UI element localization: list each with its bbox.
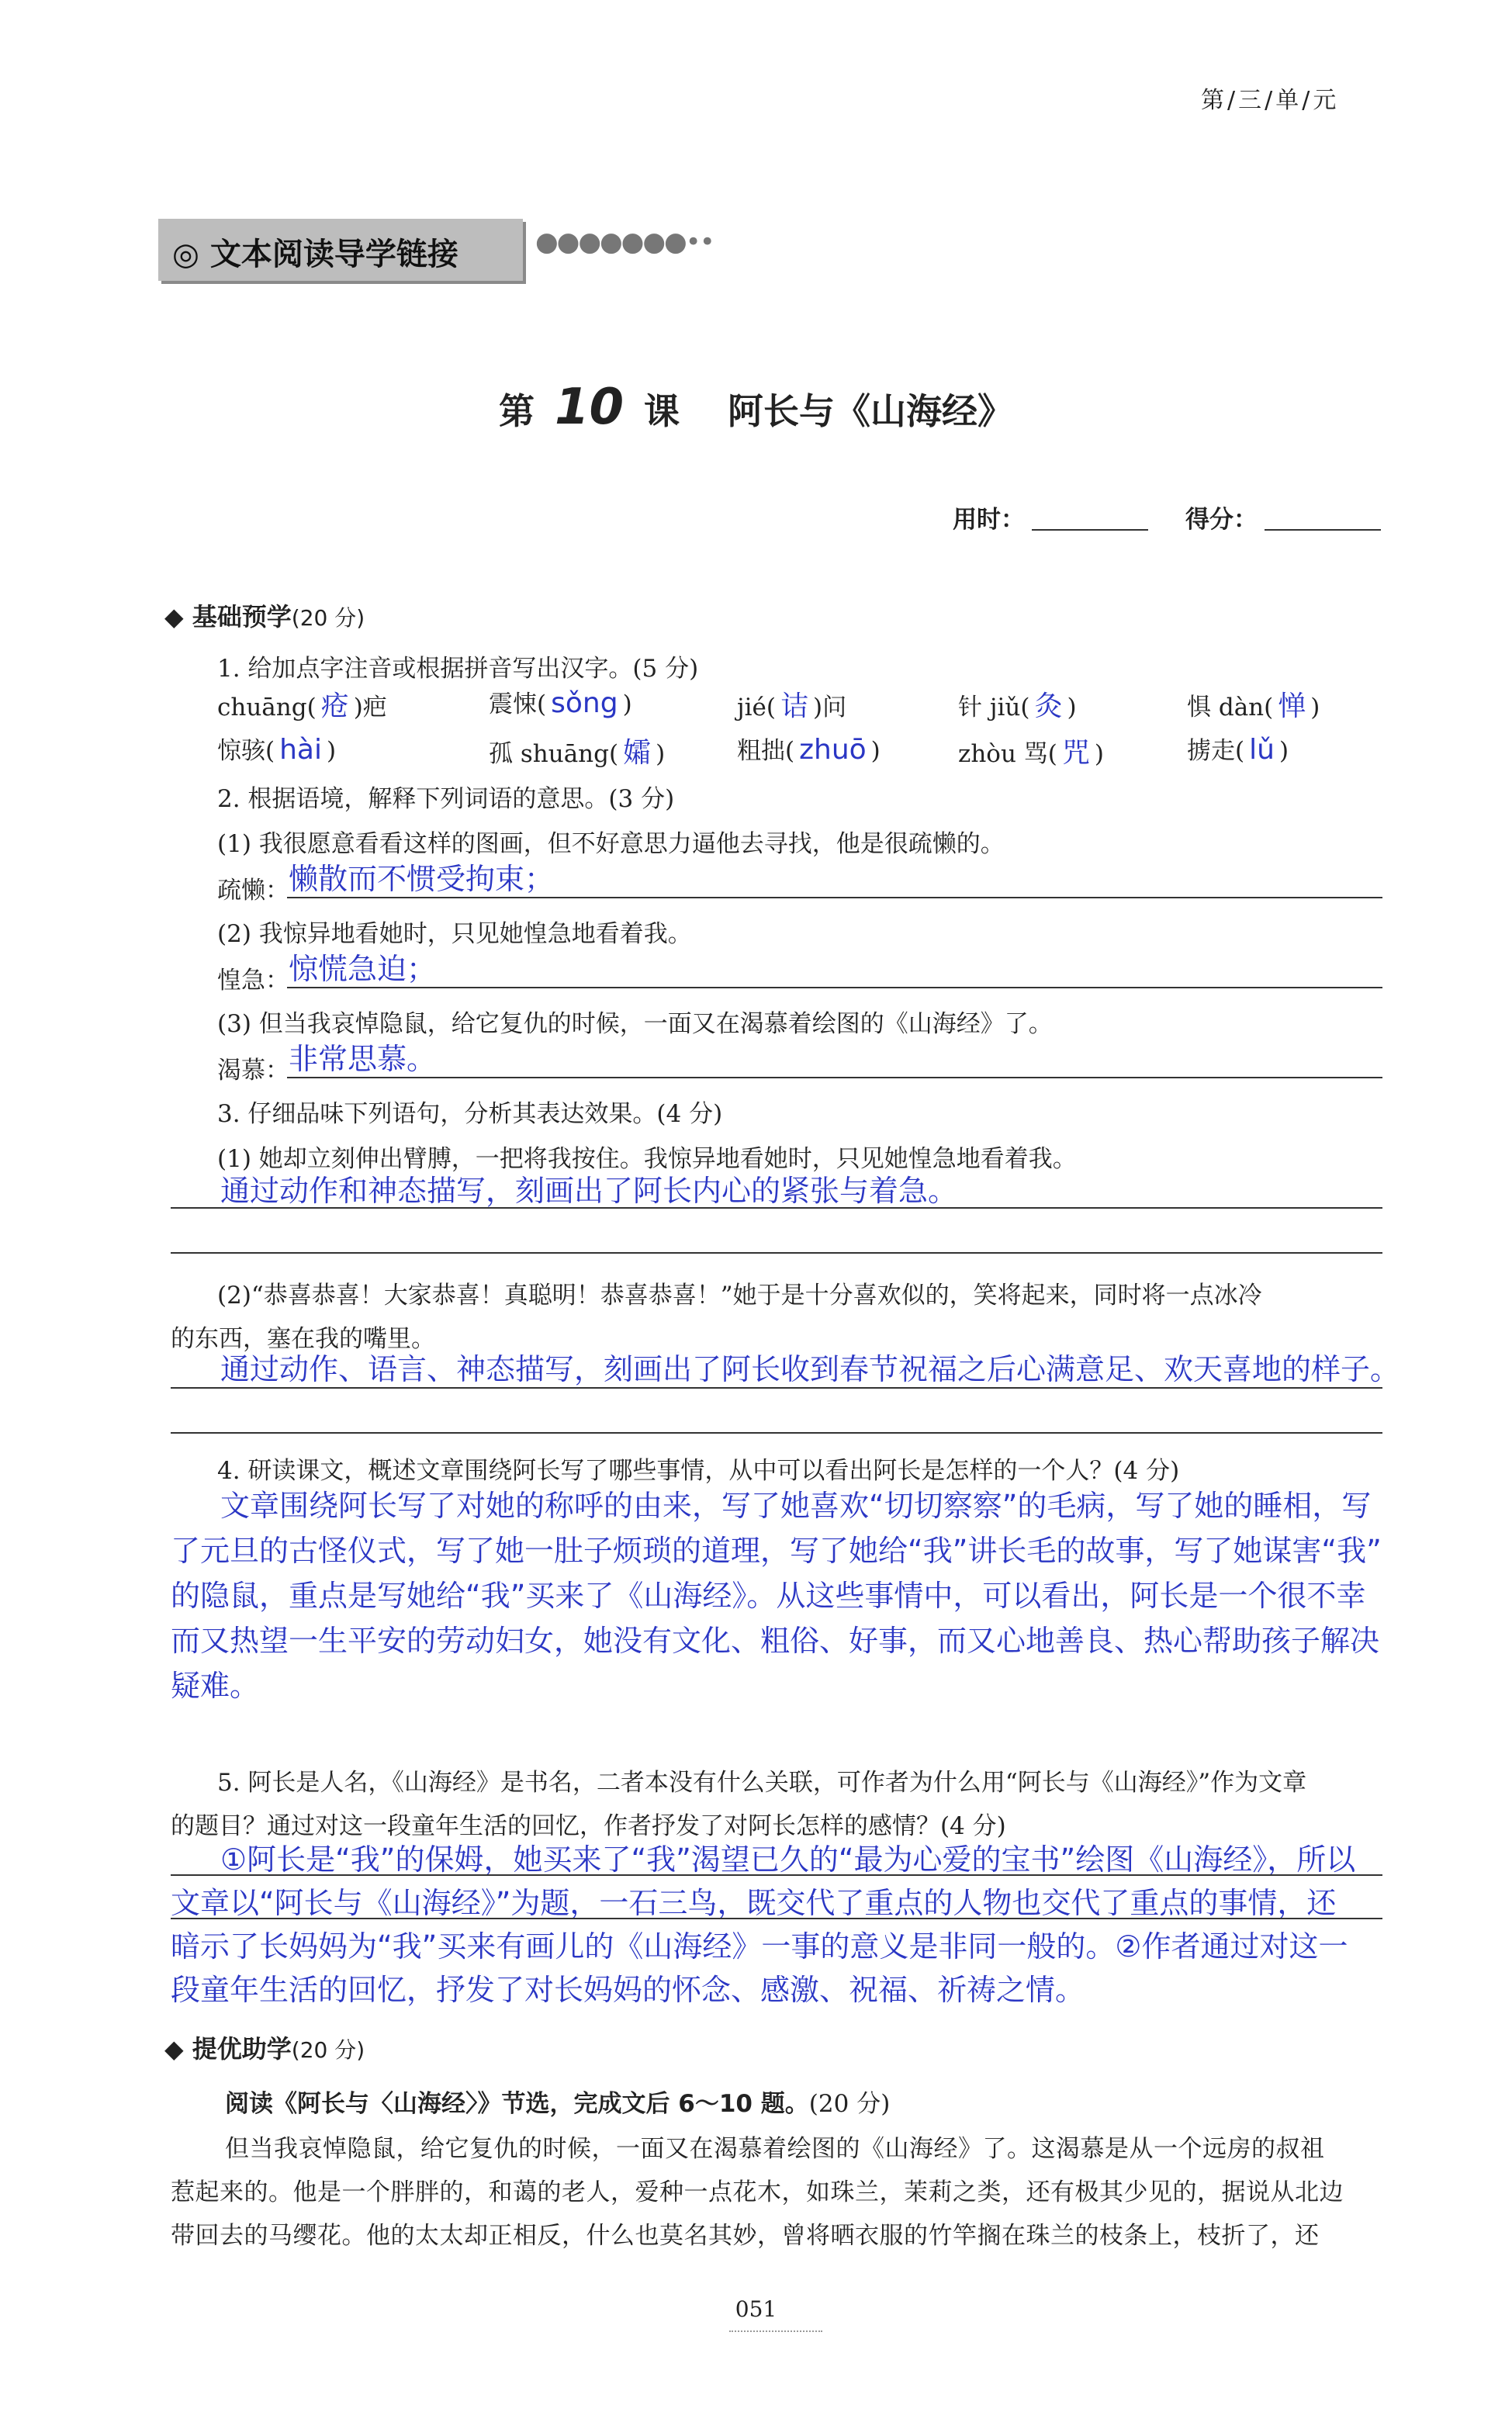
q1-row2-item-2 xyxy=(489,731,665,770)
passage-line-2: 惹起来的。他是一个胖胖的，和蔼的老人，爱种一点花木，如珠兰，茉莉之类，还有极其少见的，据说从北边 xyxy=(171,2178,1344,2206)
q2-answer-3[interactable]: 非常思慕。 xyxy=(289,1042,437,1076)
lesson-name: 阿长与《山海经》 xyxy=(728,390,1014,432)
q4-answer-line-2[interactable]: 了元旦的古怪仪式，写了她一肚子烦琐的道理，写了她给“我”讲长毛的故事，写了她谋害“我” xyxy=(171,1534,1382,1568)
score-blank[interactable] xyxy=(1265,529,1381,531)
diamond-icon: ◆ xyxy=(164,602,192,631)
q1-row1-item-1 xyxy=(217,684,387,724)
q2-line-3 xyxy=(287,1077,1382,1078)
q4-prompt: 4. 研读课文，概述文章围绕阿长写了哪些事情，从中可以看出阿长是怎样的一个人？(4 分) xyxy=(217,1457,1180,1485)
q4-answer-line-5[interactable]: 疑难。 xyxy=(171,1669,260,1703)
passage-line-1: 但当我哀悼隐鼠，给它复仇的时候，一面又在渴慕着绘图的《山海经》了。这渴慕是从一个远房的叔祖 xyxy=(225,2135,1325,2163)
pinyin-suffix: ) xyxy=(870,737,881,765)
q2-sentence-2: (2) 我惊异地看她时，只见她惶急地看着我。 xyxy=(217,920,692,948)
q3-prompt: 3. 仔细品味下列语句，分析其表达效果。(4 分) xyxy=(217,1100,723,1128)
pinyin-suffix: ) xyxy=(656,740,666,768)
fill-answer[interactable]: 诘 xyxy=(780,690,808,722)
q2-term-3: 渴慕： xyxy=(217,1057,289,1085)
section-advanced-title: 提优助学 xyxy=(192,2034,292,2064)
fill-answer[interactable]: 灸 xyxy=(1034,690,1063,722)
page-number: 051 xyxy=(735,2296,777,2322)
pinyin-prefix: 掳走( xyxy=(1187,737,1245,765)
q2-prompt: 2. 根据语境，解释下列词语的意思。(3 分) xyxy=(217,785,675,813)
q1-row1-item-5 xyxy=(1187,684,1320,724)
q5-prompt-b: 的题目？通过对这一段童年生活的回忆，作者抒发了对阿长怎样的感情？(4 分) xyxy=(171,1812,1006,1840)
q3-sentence-2b: 的东西，塞在我的嘴里。 xyxy=(171,1325,435,1353)
pinyin-suffix: ) xyxy=(1067,694,1077,721)
q2-term-2: 惶急： xyxy=(217,967,289,995)
q1-row2-item-5 xyxy=(1187,731,1289,766)
q1-row1-item-2 xyxy=(489,684,632,719)
q1-row2-item-3 xyxy=(737,731,881,766)
q1-row2-item-4 xyxy=(958,731,1104,770)
section-basic xyxy=(164,597,365,633)
pinyin-prefix: zhòu 骂( xyxy=(958,740,1057,768)
pinyin-prefix: 孤 shuāng( xyxy=(489,740,619,768)
pinyin-prefix: jié( xyxy=(737,694,776,721)
lesson-title xyxy=(0,379,1512,436)
q1-row2-item-1 xyxy=(217,731,336,766)
q3-answer-2[interactable]: 通过动作、语言、神态描写，刻画出了阿长收到春节祝福之后心满意足、欢天喜地的样子。 xyxy=(220,1352,1400,1386)
pinyin-prefix: 惊骇( xyxy=(217,737,275,765)
diamond-icon: ◆ xyxy=(164,2034,192,2064)
q5-answer-line-1[interactable]: ①阿长是“我”的保姆，她买来了“我”渴望已久的“最为心爱的宝书”绘图《山海经》，所以 xyxy=(220,1843,1356,1877)
reading-prompt-points: (20 分) xyxy=(808,2090,891,2118)
time-label: 用时： xyxy=(953,506,1025,534)
section-basic-title: 基础预学 xyxy=(192,602,292,631)
q4-answer-line-4[interactable]: 而又热望一生平安的劳动妇女，她没有文化、粗俗、好事，而又心地善良、热心帮助孩子解决 xyxy=(171,1624,1380,1658)
q3-sentence-2a: (2)“恭喜恭喜！大家恭喜！真聪明！恭喜恭喜！”她于是十分喜欢似的，笑将起来，同时将一点冰冷 xyxy=(217,1282,1262,1310)
q4-answer-line-3[interactable]: 的隐鼠，重点是写她给“我”买来了《山海经》。从这些事情中，可以看出，阿长是一个很不幸 xyxy=(171,1579,1366,1613)
q2-sentence-3: (3) 但当我哀悼隐鼠，给它复仇的时候，一面又在渴慕着绘图的《山海经》了。 xyxy=(217,1010,1053,1038)
section-banner xyxy=(158,219,523,281)
banner-title: ◎ 文本阅读导学链接 xyxy=(172,237,458,272)
q1-prompt: 1. 给加点字注音或根据拼音写出汉字。(5 分) xyxy=(217,655,699,683)
q2-answer-1[interactable]: 懒散而不惯受拘束； xyxy=(289,862,555,896)
fill-answer[interactable]: lǔ xyxy=(1249,734,1275,766)
lesson-suffix: 课 xyxy=(644,390,680,432)
q5-answer-line-4[interactable]: 段童年生活的回忆，抒发了对长妈妈的怀念、感激、祝福、祈祷之情。 xyxy=(171,1973,1085,2007)
q5-line-1 xyxy=(171,1874,1382,1876)
pinyin-suffix: ) xyxy=(1310,694,1320,721)
pinyin-suffix: ) xyxy=(622,690,632,718)
fill-answer[interactable]: sǒng xyxy=(551,687,618,719)
pinyin-suffix: )问 xyxy=(812,694,847,721)
pinyin-prefix: 惧 dàn( xyxy=(1187,694,1274,721)
pinyin-prefix: 针 jiǔ( xyxy=(958,694,1030,721)
q2-term-1: 疏懒： xyxy=(217,877,289,905)
fill-answer[interactable]: 孀 xyxy=(623,737,652,769)
footer-rule xyxy=(729,2330,822,2332)
pinyin-prefix: 震悚( xyxy=(489,690,547,718)
q1-row-2 xyxy=(217,731,1396,770)
q1-row1-item-3 xyxy=(737,684,846,724)
fill-answer[interactable]: hài xyxy=(279,734,322,766)
q5-answer-line-3[interactable]: 暗示了长妈妈为“我”买来有画儿的《山海经》一事的意义是非同一般的。②作者通过对这一 xyxy=(171,1929,1348,1964)
banner-dots: ●●●●●●●•• xyxy=(535,227,714,258)
pinyin-suffix: )疤 xyxy=(353,694,387,721)
q3-line-2 xyxy=(171,1252,1382,1254)
pinyin-prefix: chuāng( xyxy=(217,694,317,721)
q2-answer-2[interactable]: 惊慌急迫； xyxy=(289,952,437,986)
q3-line-4 xyxy=(171,1432,1382,1434)
pinyin-suffix: ) xyxy=(327,737,337,765)
section-basic-points: (20 分) xyxy=(291,605,365,631)
q4-answer-line-1[interactable]: 文章围绕阿长写了对她的称呼的由来，写了她喜欢“切切察察”的毛病，写了她的睡相，写 xyxy=(220,1489,1372,1523)
reading-prompt xyxy=(225,2084,890,2119)
time-blank[interactable] xyxy=(1032,529,1148,531)
q5-prompt-a: 5. 阿长是人名，《山海经》是书名，二者本没有什么关联，可作者为什么用“阿长与《山海经》”作为文章 xyxy=(217,1769,1307,1797)
q3-answer-1[interactable]: 通过动作和神态描写，刻画出了阿长内心的紧张与着急。 xyxy=(220,1174,958,1208)
lesson-prefix: 第 xyxy=(498,390,535,432)
pinyin-suffix: ) xyxy=(1094,740,1104,768)
fill-answer[interactable]: 疮 xyxy=(320,690,349,722)
reading-prompt-text: 阅读《阿长与〈山海经〉》节选，完成文后 6～10 题。 xyxy=(225,2090,809,2118)
q3-sentence-1: (1) 她却立刻伸出臂膊，一把将我按住。我惊异地看她时，只见她惶急地看着我。 xyxy=(217,1145,1077,1173)
pinyin-prefix: 粗拙( xyxy=(737,737,795,765)
fill-answer[interactable]: zhuō xyxy=(799,734,867,766)
q3-line-3 xyxy=(171,1387,1382,1389)
lesson-number: 10 xyxy=(554,379,625,436)
score-label: 得分： xyxy=(1185,506,1258,534)
q5-line-2 xyxy=(171,1918,1382,1919)
q2-line-2 xyxy=(287,987,1382,988)
unit-header: 第/三/单/元 xyxy=(1201,87,1340,114)
fill-answer[interactable]: 咒 xyxy=(1061,737,1090,769)
section-advanced xyxy=(164,2029,365,2065)
passage-line-3: 带回去的马缨花。他的太太却正相反，什么也莫名其妙，曾将晒衣服的竹竿搁在珠兰的枝条上，枝折了，还 xyxy=(171,2222,1320,2250)
section-advanced-points: (20 分) xyxy=(291,2037,365,2063)
q1-row-1 xyxy=(217,684,1396,723)
pinyin-suffix: ) xyxy=(1278,737,1289,765)
q2-line-1 xyxy=(287,897,1382,898)
fill-answer[interactable]: 惮 xyxy=(1278,690,1306,722)
q1-row1-item-4 xyxy=(958,684,1077,724)
q3-line-1 xyxy=(171,1207,1382,1209)
q2-sentence-1: (1) 我很愿意看看这样的图画，但不好意思力逼他去寻找，他是很疏懒的。 xyxy=(217,830,1005,858)
q5-answer-line-2[interactable]: 文章以“阿长与《山海经》”为题，一石三鸟，既交代了重点的人物也交代了重点的事情，还 xyxy=(171,1886,1337,1920)
